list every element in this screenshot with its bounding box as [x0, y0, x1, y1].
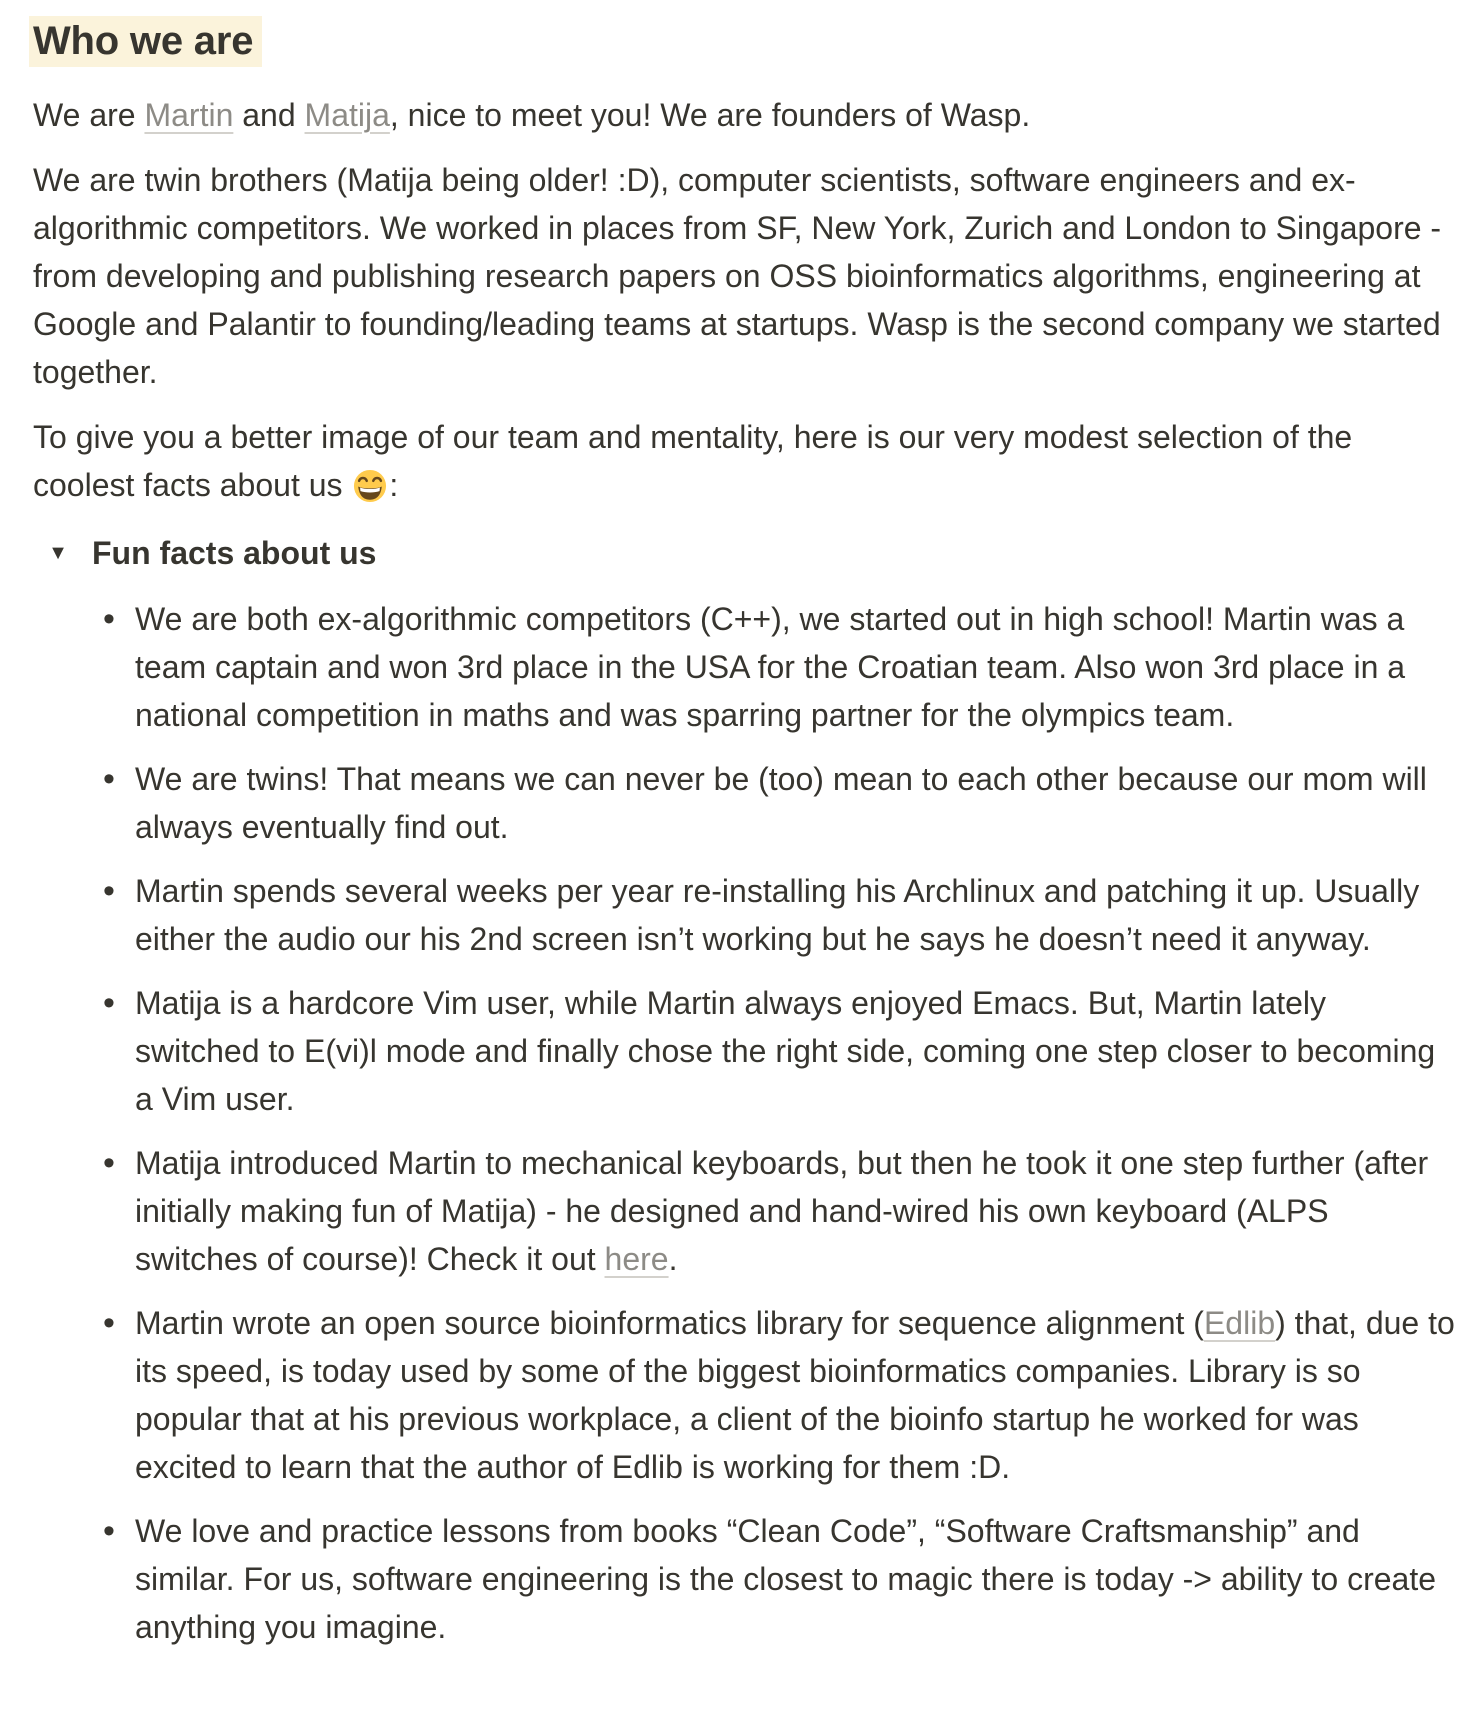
keyboard-here-link[interactable]: here	[604, 1241, 669, 1277]
text-run: ) that, due to its speed, is today used by some of the biggest bioinformatics companies. Library is so popular that at his previous workplace, a client of the bioinfo startup he worked for was excited to learn that the author of Edlib is working for them :D.	[135, 1305, 1455, 1485]
founders-paragraph	[33, 91, 1456, 139]
fun-facts-intro-paragraph	[33, 413, 1456, 509]
fact-item-clean-code: • We love and practice lessons from books “Clean Code”, “Software Craftsmanship” and similar. For us, software engineering is the closest to magic there is today -> ability to create anything you imagine.	[33, 1507, 1456, 1651]
fact-item-archlinux: • Martin spends several weeks per year re-installing his Archlinux and patching it up. Usually either the audio our his 2nd screen isn’t working but he says he doesn’t need it anyway.	[33, 867, 1456, 963]
text-run: Martin wrote an open source bioinformatics library for sequence alignment (	[135, 1305, 1204, 1341]
fun-facts-list	[33, 595, 1456, 1651]
toggle-label: Fun facts about us	[92, 535, 377, 571]
text-run: :	[389, 467, 399, 503]
edlib-link[interactable]: Edlib	[1203, 1305, 1276, 1341]
text-run: We are	[33, 97, 145, 133]
text-run: .	[668, 1241, 678, 1277]
toggle-open-icon[interactable]: ▼	[48, 542, 68, 564]
fact-item-vim: • Matija is a hardcore Vim user, while Martin always enjoyed Emacs. But, Martin lately switched to E(vi)l mode and finally chose the right side, coming one step closer to becoming a Vim user.	[33, 979, 1456, 1123]
fact-item-twins: • We are twins! That means we can never be (too) mean to each other because our mom will always eventually find out.	[33, 755, 1456, 851]
fact-item-edlib	[33, 1299, 1456, 1491]
grinning-face-emoji-icon	[353, 469, 387, 503]
text-run: To give you a better image of our team and mentality, here is our very modest selection of the coolest facts about us	[33, 419, 1353, 503]
page-heading	[33, 15, 1456, 67]
text-run: , nice to meet you! We are founders of Wasp.	[389, 97, 1031, 133]
text-run: Matija introduced Martin to mechanical keyboards, but then he took it one step further (after initially making fun of Matija) - he designed and hand-wired his own keyboard (ALPS switches of course)! Check it out	[135, 1145, 1429, 1277]
martin-link[interactable]: Martin	[144, 97, 234, 133]
fact-item-keyboards	[33, 1139, 1456, 1283]
fact-item-competitors: • We are both ex-algorithmic competitors (C++), we started out in high school! Martin was a team captain and won 3rd place in the USA for the Croatian team. Also won 3rd place in a national competition in maths and was sparring partner for the olympics team.	[33, 595, 1456, 739]
background-paragraph: We are twin brothers (Matija being older! :D), computer scientists, software engineers and ex-algorithmic competitors. We worked in places from SF, New York, Zurich and London to Singapore - from developing and publishing research papers on OSS bioinformatics algorithms, engineering at Google and Palantir to founding/leading teams at startups. Wasp is the second company we started together.	[33, 162, 1442, 390]
fun-facts-toggle[interactable]	[33, 529, 1456, 577]
heading-highlight: Who we are	[29, 16, 262, 67]
text-run: and	[233, 97, 305, 133]
matija-link[interactable]: Matija	[304, 97, 390, 133]
